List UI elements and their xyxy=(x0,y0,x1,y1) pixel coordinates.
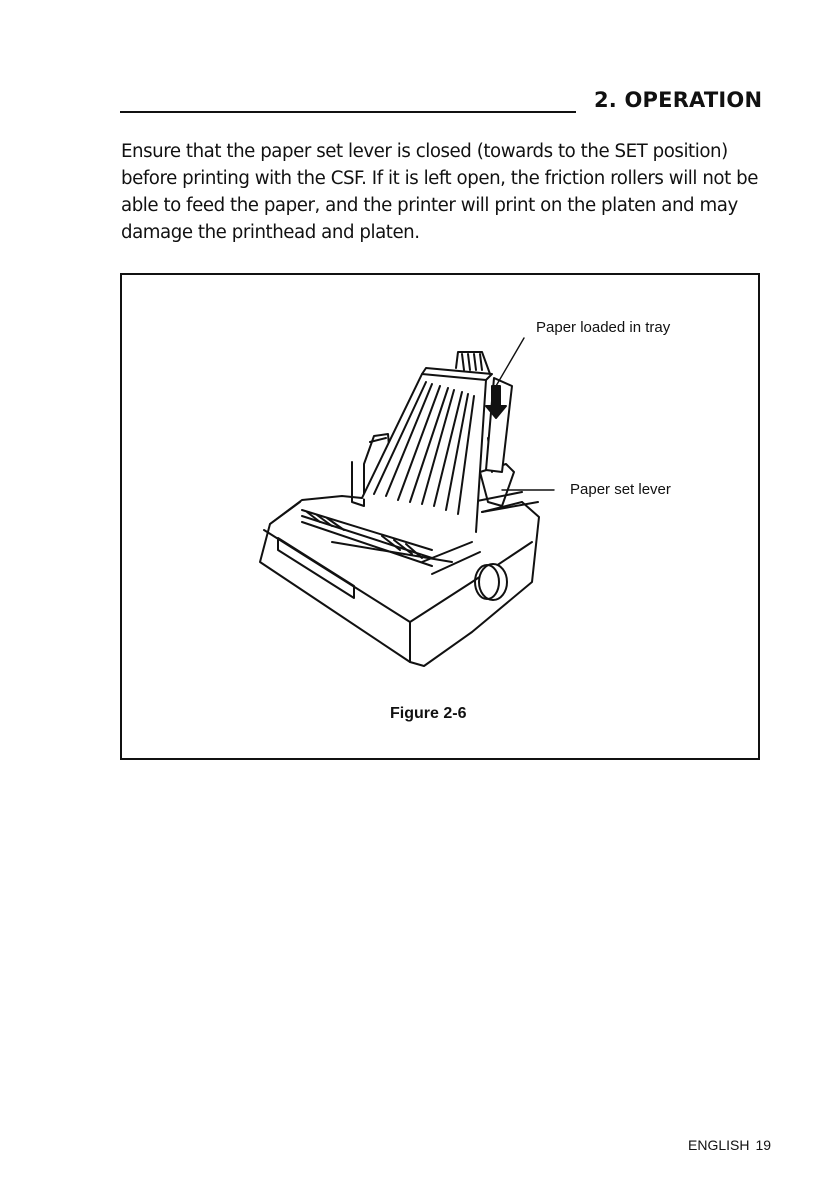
section-title: 2. OPERATION xyxy=(594,88,763,112)
footer-language: ENGLISH xyxy=(688,1137,750,1153)
page-footer xyxy=(688,1137,771,1153)
callout-paper-loaded-in-tray: Paper loaded in tray xyxy=(536,319,671,336)
figure-caption: Figure 2-6 xyxy=(390,705,467,722)
callout-paper-set-lever: Paper set lever xyxy=(570,481,671,498)
body-line: able to feed the paper, and the printer will print on the platen and may xyxy=(121,195,738,216)
header-rule xyxy=(120,111,576,113)
body-line: damage the printhead and platen. xyxy=(121,222,420,243)
body-paragraph xyxy=(121,138,771,246)
printer-with-sheet-feeder-icon xyxy=(122,275,758,758)
page-number: 19 xyxy=(755,1137,772,1153)
body-line: before printing with the CSF. If it is left open, the friction rollers will not be xyxy=(121,168,758,189)
body-line: Ensure that the paper set lever is closed (towards to the SET position) xyxy=(121,141,728,162)
figure-frame xyxy=(120,273,760,760)
